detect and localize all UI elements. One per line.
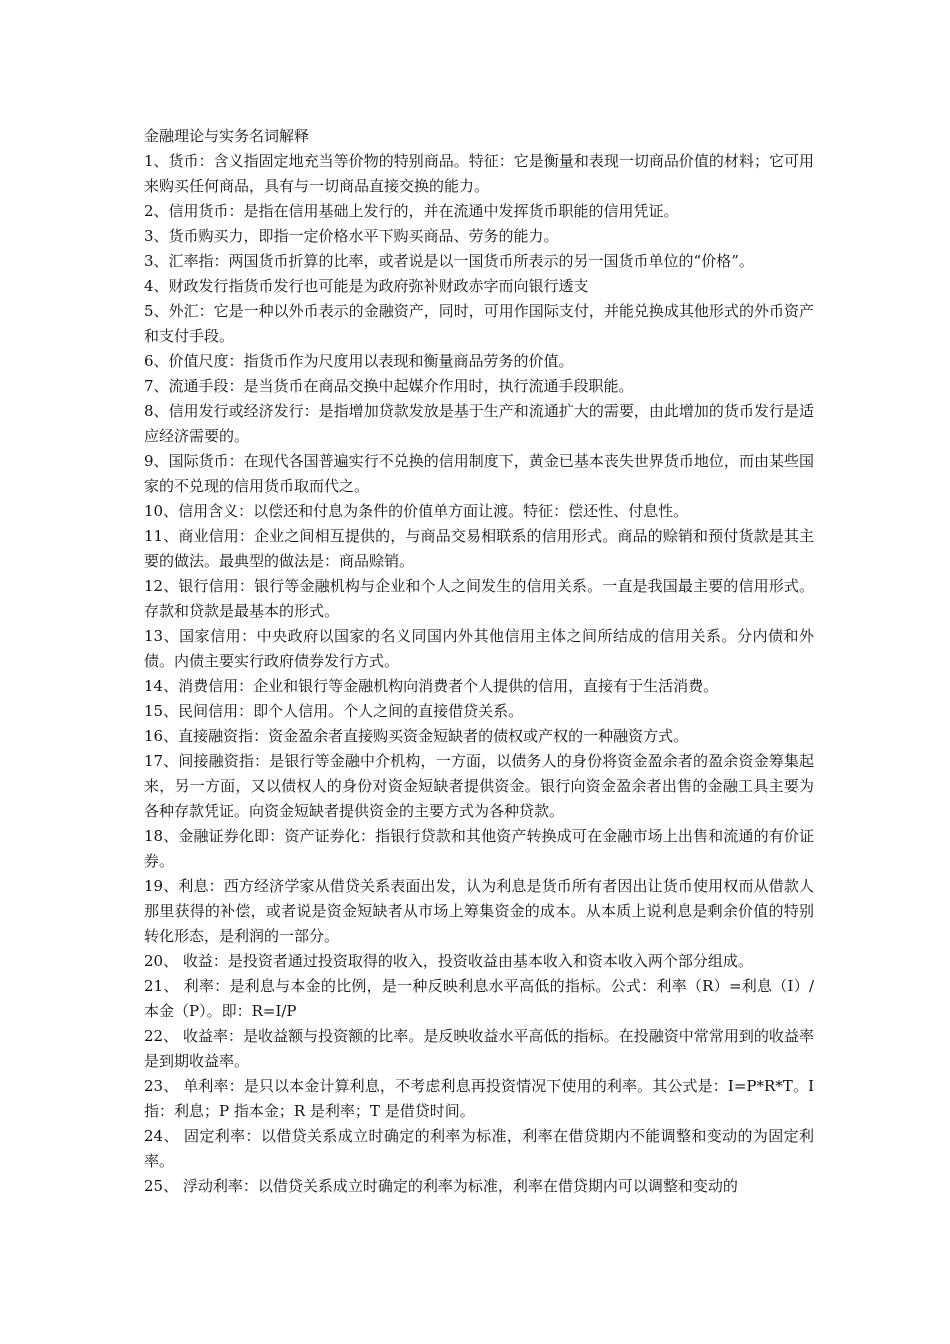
document-title: 金融理论与实务名词解释 [144,127,310,145]
term-entry: 8、信用发行或经济发行：是指增加贷款发放是基于生产和流通扩大的需要，由此增加的货币发行是适应经济需要的。 [144,402,814,445]
term-entry: 11、商业信用：企业之间相互提供的，与商品交易相联系的信用形式。商品的赊销和预付货款是其主要的做法。最典型的做法是：商品赊销。 [144,527,814,570]
term-entry: 24、 固定利率：以借贷关系成立时确定的利率为标准，利率在借贷期内不能调整和变动的为固定利率。 [144,1127,814,1170]
term-entry: 12、银行信用：银行等金融机构与企业和个人之间发生的信用关系。一直是我国最主要的信用形式。存款和贷款是最基本的形式。 [144,577,814,620]
term-entry: 7、流通手段：是当货币在商品交换中起媒介作用时，执行流通手段职能。 [144,377,634,395]
term-entry: 5、外汇：它是一种以外币表示的金融资产，同时，可用作国际支付，并能兑换成其他形式的外币资产和支付手段。 [144,302,814,345]
term-entry: 18、金融证券化即：资产证券化：指银行贷款和其他资产转换成可在金融市场上出售和流通的有价证券。 [144,827,814,870]
term-entry: 22、 收益率：是收益额与投资额的比率。是反映收益水平高低的指标。在投融资中常常用到的收益率是到期收益率。 [144,1027,814,1070]
term-entry: 25、 浮动利率：以借贷关系成立时确定的利率为标准，利率在借贷期内可以调整和变动的 [144,1177,738,1195]
term-entry: 4、财政发行指货币发行也可能是为政府弥补财政赤字而向银行透支 [144,277,589,295]
term-entry: 9、国际货币：在现代各国普遍实行不兑换的信用制度下，黄金已基本丧失世界货币地位，而由某些国家的不兑现的信用货币取而代之。 [144,452,814,495]
term-entry: 13、国家信用：中央政府以国家的名义同国内外其他信用主体之间所结成的信用关系。分内债和外债。内债主要实行政府债券发行方式。 [144,627,814,670]
document-body [144,124,814,1199]
term-entry: 3、汇率指：两国货币折算的比率，或者说是以一国货币所表示的另一国货币单位的“价格”。 [144,252,754,270]
term-entry: 1、货币：含义指固定地充当等价物的特别商品。特征：它是衡量和表现一切商品价值的材料；它可用来购买任何商品，具有与一切商品直接交换的能力。 [144,152,814,195]
term-entry: 21、 利率：是利息与本金的比例，是一种反映利息水平高低的指标。公式：利率（R）=利息（I）/本金（P）。即：R=I/P [144,977,814,1020]
term-list [144,149,814,1199]
term-entry: 23、 单利率：是只以本金计算利息，不考虑利息再投资情况下使用的利率。其公式是：I=P*R*T。I 指：利息；P 指本金；R 是利率；T 是借贷时间。 [144,1077,814,1120]
term-entry: 2、信用货币：是指在信用基础上发行的，并在流通中发挥货币职能的信用凭证。 [144,202,679,220]
term-entry: 3、货币购买力，即指一定价格水平下购买商品、劳务的能力。 [144,227,559,245]
term-entry: 10、信用含义：以偿还和付息为条件的价值单方面让渡。特征：偿还性、付息性。 [144,502,689,520]
term-entry: 20、 收益：是投资者通过投资取得的收入，投资收益由基本收入和资本收入两个部分组成。 [144,952,753,970]
term-entry: 17、间接融资指：是银行等金融中介机构，一方面，以债务人的身份将资金盈余者的盈余资金筹集起来，另一方面，又以债权人的身份对资金短缺者提供资金。银行向资金盈余者出售的金融工具主要为各种存款凭证。向资金短缺者提供资金的主要方式为各种贷款。 [144,752,814,820]
term-entry: 16、直接融资指：资金盈余者直接购买资金短缺者的债权或产权的一种融资方式。 [144,727,689,745]
term-entry: 14、消费信用：企业和银行等金融机构向消费者个人提供的信用，直接有于生活消费。 [144,677,719,695]
term-entry: 19、利息：西方经济学家从借贷关系表面出发，认为利息是货币所有者因出让货币使用权而从借款人那里获得的补偿，或者说是资金短缺者从市场上筹集资金的成本。从本质上说利息是剩余价值的特别转化形态，是利润的一部分。 [144,877,814,945]
term-entry: 15、民间信用：即个人信用。个人之间的直接借贷关系。 [144,702,524,720]
term-entry: 6、价值尺度：指货币作为尺度用以表现和衡量商品劳务的价值。 [144,352,574,370]
